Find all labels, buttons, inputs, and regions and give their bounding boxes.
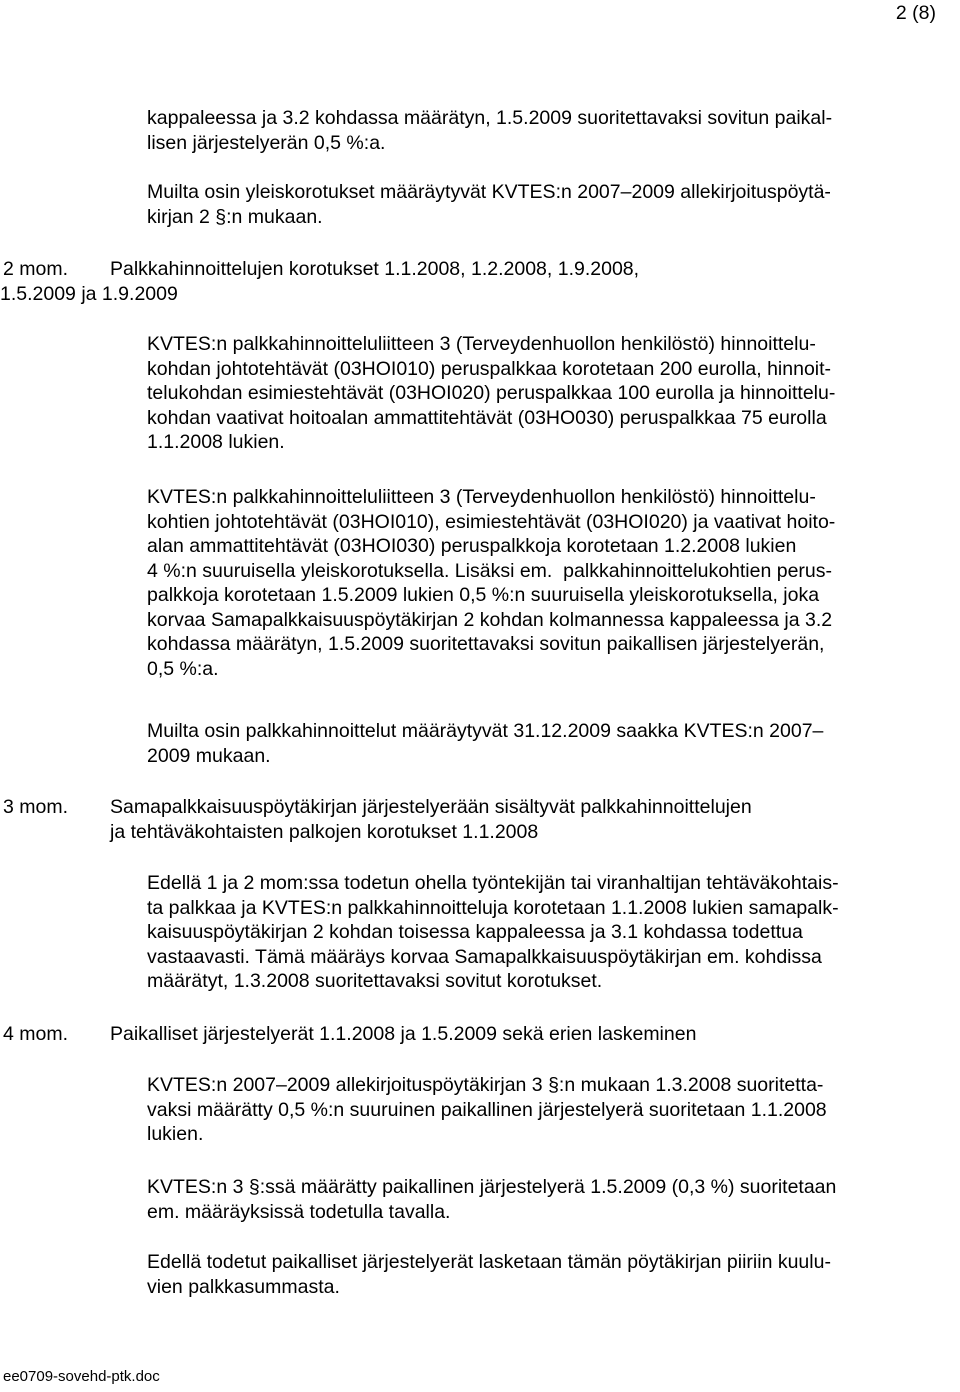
section-label-2-mom: 2 mom. (3, 258, 69, 280)
section-label-4-mom: 4 mom. (3, 1023, 69, 1045)
section-heading-2-mom: Palkkahinnoittelujen korotukset 1.1.2008, 1.2.2008, 1.9.2008, 1.5.2009 ja 1.9.2009 (0, 258, 640, 305)
section-heading-4-mom: Paikalliset järjestelyerät 1.1.2008 ja 1.5.2009 sekä erien laskeminen (110, 1023, 697, 1045)
paragraph-6: Edellä 1 ja 2 mom:ssa todetun ohella työntekijän tai viranhaltijan tehtäväkohtais- ta palkkaa ja KVTES:n palkkahinnoitteluja korotetaan 1.1.2008 lukien samapalk- kaisuuspöytäkirjan 2 kohdan toisessa kappaleessa ja 3.1 kohdassa todettua vastaavasti. Tämä määräys korvaa Samapalkkaisuuspöytäkirjan em. kohdissa määrätyt, 1.3.2008 suoritettavaksi sovitut korotukset. (147, 872, 839, 992)
paragraph-4: KVTES:n palkkahinnoitteluliitteen 3 (Terveydenhuollon henkilöstö) hinnoittelu- kohtien johtotehtävät (03HOI010), esimiestehtävät (03HOI020) ja vaativat hoito- alan ammattitehtävät (03HOI030) peruspalkkoja korotetaan 1.2.2008 lukien 4 %:n suuruisella yleiskorotuksella. Lisäksi em. palkkahinnoittelukohtien perus- palkkoja korotetaan 1.5.2009 lukien 0,5 %:n suuruisella yleiskorotuksella, joka korvaa Samapalkkaisuuspöytäkirjan 2 kohdan kolmannessa kappaleessa ja 3.2 kohdassa määrätyn, 1.5.2009 suoritettavaksi sovitun paikallisen järjestelyerän, 0,5 %:a. (147, 486, 836, 680)
page-number: 2 (8) (895, 2, 936, 24)
paragraph-8: KVTES:n 3 §:ssä määrätty paikallinen järjestelyerä 1.5.2009 (0,3 %) suoritetaan em. määräyksissä todetulla tavalla. (147, 1176, 837, 1223)
paragraph-3: KVTES:n palkkahinnoitteluliitteen 3 (Terveydenhuollon henkilöstö) hinnoittelu- kohdan johtotehtävät (03HOI010) peruspalkkaa korotetaan 200 eurolla, hinnoit- telukohdan esimiestehtävät (03HOI020) peruspalkkaa 100 eurolla ja hinnoittelu- kohdan vaativat hoitoalan ammattitehtävät (03HO030) peruspalkkaa 75 eurolla 1.1.2008 lukien. (147, 333, 836, 453)
paragraph-9: Edellä todetut paikalliset järjestelyerät lasketaan tämän pöytäkirjan piiriin kuulu- vien palkkasummasta. (147, 1251, 831, 1298)
paragraph-2: Muilta osin yleiskorotukset määräytyvät KVTES:n 2007–2009 allekirjoituspöytä- kirjan 2 §:n mukaan. (147, 181, 831, 228)
section-heading-3-mom: Samapalkkaisuuspöytäkirjan järjestelyerään sisältyvät palkkahinnoittelujen ja tehtäväkohtaisten palkojen korotukset 1.1.2008 (110, 796, 752, 843)
paragraph-7: KVTES:n 2007–2009 allekirjoituspöytäkirjan 3 §:n mukaan 1.3.2008 suoritetta- vaksi määrätty 0,5 %:n suuruinen paikallinen järjestelyerä suoritetaan 1.1.2008 lukien. (147, 1074, 827, 1145)
paragraph-5: Muilta osin palkkahinnoittelut määräytyvät 31.12.2009 saakka KVTES:n 2007– 2009 mukaan. (147, 720, 824, 767)
section-label-3-mom: 3 mom. (3, 796, 69, 818)
paragraph-1: kappaleessa ja 3.2 kohdassa määrätyn, 1.5.2009 suoritettavaksi sovitun paikal- lisen järjestelyerän 0,5 %:a. (147, 107, 833, 154)
footer-filename: ee0709-sovehd-ptk.doc (3, 1368, 160, 1385)
